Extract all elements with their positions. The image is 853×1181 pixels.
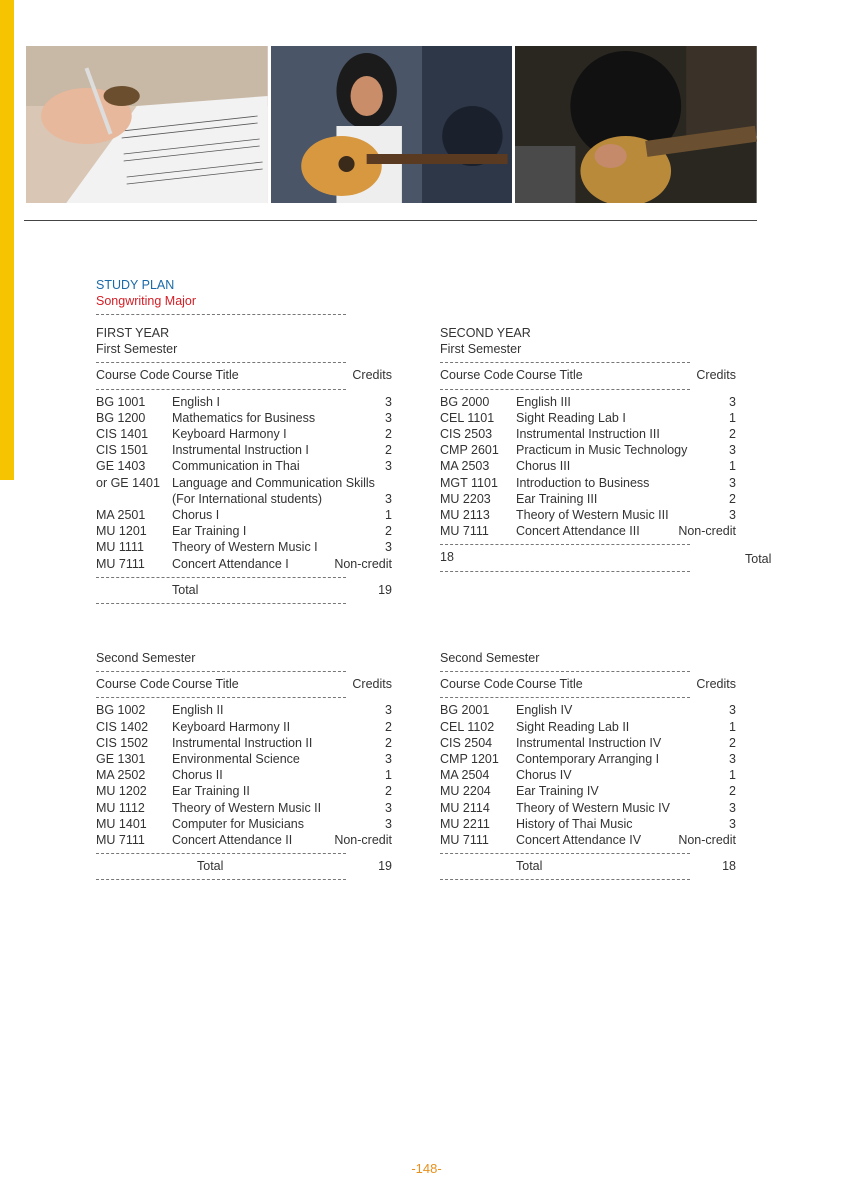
table-row: [440, 475, 736, 491]
table-row: [96, 767, 392, 783]
course-title: Sight Reading Lab II: [516, 719, 630, 734]
course-list: [96, 394, 392, 572]
course-code: MU 1111: [96, 540, 144, 555]
course-code: BG 1002: [96, 703, 146, 718]
course-code: MU 2113: [440, 508, 490, 523]
course-code: MU 1401: [96, 816, 147, 831]
course-title: Concert Attendance I: [172, 556, 289, 571]
column-headers: [440, 367, 736, 383]
table-row: [96, 751, 392, 767]
table-row: [96, 800, 392, 816]
course-credits: 2: [385, 443, 392, 458]
course-credits: 3: [385, 410, 392, 425]
course-title: Sight Reading Lab I: [516, 410, 626, 425]
second-year-first-semester: [440, 325, 736, 576]
total-row: [440, 858, 736, 874]
course-title: Keyboard Harmony II: [172, 719, 291, 734]
course-title: Theory of Western Music IV: [516, 800, 670, 815]
course-code: MU 7111: [96, 833, 145, 848]
table-row: [96, 394, 392, 410]
table-row: [440, 394, 736, 410]
divider: [440, 671, 690, 672]
course-credits: Non-credit: [678, 833, 736, 848]
header-course-title: Course Title: [516, 677, 583, 692]
course-credits: 3: [385, 540, 392, 555]
page-number: -148-: [411, 1161, 442, 1176]
course-code: MA 2503: [440, 459, 490, 474]
course-code: MU 7111: [440, 524, 489, 539]
study-plan-heading: [96, 277, 346, 319]
course-code: MU 1202: [96, 784, 147, 799]
course-code: MU 2203: [440, 491, 491, 506]
course-title: Ear Training II: [172, 784, 250, 799]
course-list: [440, 702, 736, 848]
divider: [440, 389, 690, 390]
first-year-second-semester: [96, 650, 392, 884]
header-course-code: Course Code: [96, 677, 170, 692]
table-row: [440, 491, 736, 507]
course-credits: 3: [385, 703, 392, 718]
divider: [96, 389, 346, 390]
course-list: [96, 702, 392, 848]
course-credits: [375, 475, 392, 491]
course-credits: 3: [729, 752, 736, 767]
course-credits: 1: [729, 719, 736, 734]
divider: [440, 362, 690, 363]
semester-label: Second Semester: [440, 651, 540, 665]
major-subtitle: Songwriting Major: [96, 294, 197, 308]
table-row: [440, 832, 736, 848]
total-label: Total: [172, 582, 199, 597]
course-credits: 3: [385, 800, 392, 815]
divider: [96, 362, 346, 363]
course-title: Chorus IV: [516, 768, 572, 783]
course-credits: 2: [385, 784, 392, 799]
table-row: [440, 523, 736, 539]
course-code: BG 2001: [440, 703, 490, 718]
course-credits: 3: [729, 394, 736, 409]
table-row: [96, 816, 392, 832]
course-credits: Non-credit: [334, 556, 392, 571]
header-course-code: Course Code: [440, 677, 514, 692]
course-title: Instrumental Instruction III: [516, 427, 660, 442]
course-code: CIS 2504: [440, 735, 493, 750]
course-credits: 2: [385, 719, 392, 734]
table-row: [96, 735, 392, 751]
course-credits: 2: [729, 427, 736, 442]
photo-strip: [26, 46, 757, 203]
course-credits: 1: [385, 508, 392, 523]
course-list: [440, 394, 736, 540]
header-course-title: Course Title: [172, 368, 239, 383]
divider: [440, 697, 690, 698]
course-credits: 3: [729, 443, 736, 458]
course-code: MA 2502: [96, 768, 146, 783]
course-code: CIS 1401: [96, 427, 149, 442]
course-title: Computer for Musicians: [172, 816, 304, 831]
table-row: [440, 800, 736, 816]
table-row: [440, 767, 736, 783]
course-title: Chorus II: [172, 768, 223, 783]
course-title: Language and Communication Skills: [172, 475, 375, 490]
course-title: English III: [516, 394, 571, 409]
course-title: Ear Training I: [172, 524, 247, 539]
course-code: GE 1301: [96, 752, 146, 767]
table-row: [440, 410, 736, 426]
course-title: Instrumental Instruction II: [172, 735, 313, 750]
divider: [96, 603, 346, 604]
course-credits: 2: [385, 735, 392, 750]
total-value: 19: [378, 582, 392, 597]
divider: [96, 577, 346, 578]
semester-label: Second Semester: [96, 651, 196, 665]
course-credits: 3: [729, 816, 736, 831]
total-row: [96, 858, 392, 874]
table-row: [96, 507, 392, 523]
course-code: or GE 1401: [96, 475, 160, 490]
table-row: [96, 458, 392, 474]
course-title: Chorus III: [516, 459, 571, 474]
course-credits: 3: [385, 459, 392, 474]
semester-label: First Semester: [440, 342, 522, 357]
table-row: [96, 783, 392, 799]
course-credits: Non-credit: [678, 524, 736, 539]
table-row: [96, 556, 392, 572]
course-code: MGT 1101: [440, 475, 498, 490]
course-code: MA 2504: [440, 768, 490, 783]
course-title: Theory of Western Music III: [516, 508, 669, 523]
course-credits: 2: [385, 524, 392, 539]
course-credits: 3: [729, 475, 736, 490]
course-code: [96, 491, 172, 507]
course-code: BG 1001: [96, 394, 146, 409]
total-label: Total: [745, 552, 772, 566]
course-code: BG 1200: [96, 410, 146, 425]
total-value: 18: [722, 859, 736, 874]
table-row: [96, 475, 392, 491]
course-title: English IV: [516, 703, 573, 718]
course-credits: 3: [729, 800, 736, 815]
photo-guitar-player: [271, 46, 513, 203]
course-title: Concert Attendance IV: [516, 833, 642, 848]
study-plan-title: STUDY PLAN: [96, 278, 175, 292]
course-credits: Non-credit: [334, 833, 392, 848]
course-code: MU 7111: [96, 556, 145, 571]
divider: [96, 671, 346, 672]
total-value: 19: [378, 859, 392, 874]
second-year-second-semester: [440, 650, 736, 884]
course-code: BG 2000: [440, 394, 490, 409]
course-code: GE 1403: [96, 459, 146, 474]
divider: [440, 571, 690, 572]
divider: [440, 879, 690, 880]
course-title: English II: [172, 703, 224, 718]
table-row: [440, 426, 736, 442]
course-title: Environmental Science: [172, 752, 300, 767]
header-credits: Credits: [352, 368, 392, 383]
total-label: Total: [516, 859, 543, 874]
course-code: MU 2114: [440, 800, 490, 815]
course-code: CMP 2601: [440, 443, 499, 458]
header-course-title: Course Title: [516, 368, 583, 383]
first-year-first-semester: [96, 325, 392, 608]
course-credits: 1: [729, 459, 736, 474]
course-credits: 3: [729, 508, 736, 523]
total-row: [96, 582, 392, 598]
divider: [440, 853, 690, 854]
table-row: [96, 491, 392, 507]
course-credits: 3: [385, 816, 392, 831]
course-credits: 3: [385, 752, 392, 767]
header-course-title: Course Title: [172, 677, 239, 692]
table-row: [440, 458, 736, 474]
course-title: Theory of Western Music I: [172, 540, 318, 555]
year-label: SECOND YEAR: [440, 326, 531, 340]
table-row: [96, 539, 392, 555]
course-code: CMP 1201: [440, 752, 499, 767]
course-title: Ear Training IV: [516, 784, 599, 799]
table-row: [96, 442, 392, 458]
table-row: [96, 832, 392, 848]
course-title: Contemporary Arranging I: [516, 752, 660, 767]
course-title: Keyboard Harmony I: [172, 427, 287, 442]
course-code: CEL 1101: [440, 410, 495, 425]
total-value: 18: [440, 550, 454, 565]
course-code: MU 1201: [96, 524, 147, 539]
course-title: Theory of Western Music II: [172, 800, 322, 815]
table-row: [440, 751, 736, 767]
course-credits: 2: [729, 735, 736, 750]
semester-label: First Semester: [96, 342, 178, 357]
course-code: CIS 1501: [96, 443, 149, 458]
course-credits: 2: [729, 491, 736, 506]
divider: [440, 544, 690, 545]
course-code: MU 2211: [440, 816, 490, 831]
header-credits: Credits: [696, 368, 736, 383]
table-row: [96, 426, 392, 442]
course-title: History of Thai Music: [516, 816, 633, 831]
course-code: MU 2204: [440, 784, 491, 799]
year-label: FIRST YEAR: [96, 326, 170, 340]
divider: [96, 853, 346, 854]
course-code: CEL 1102: [440, 719, 495, 734]
course-code: CIS 2503: [440, 427, 493, 442]
header-credits: Credits: [696, 677, 736, 692]
header-divider: [24, 220, 757, 221]
photo-writing-music: [26, 46, 268, 203]
table-row: [440, 442, 736, 458]
course-title: Chorus I: [172, 508, 220, 523]
course-title: (For International students): [172, 491, 323, 506]
photo-guitar-closeup: [515, 46, 757, 203]
divider: [96, 314, 346, 315]
total-label: Total: [197, 859, 224, 874]
course-title: Introduction to Business: [516, 475, 650, 490]
course-credits: 3: [385, 491, 392, 506]
header-course-code: Course Code: [96, 368, 170, 383]
course-title: Communication in Thai: [172, 459, 300, 474]
course-title: Instrumental Instruction IV: [516, 735, 662, 750]
course-title: Ear Training III: [516, 491, 598, 506]
course-credits: 1: [729, 410, 736, 425]
table-row: [440, 719, 736, 735]
header-course-code: Course Code: [440, 368, 514, 383]
course-code: CIS 1402: [96, 719, 149, 734]
table-row: [440, 783, 736, 799]
course-code: MA 2501: [96, 508, 146, 523]
table-row: [440, 735, 736, 751]
table-row: [440, 816, 736, 832]
course-credits: 1: [385, 768, 392, 783]
course-credits: 1: [729, 768, 736, 783]
table-row: [96, 410, 392, 426]
total-row: [440, 549, 736, 565]
table-row: [96, 702, 392, 718]
course-credits: 3: [385, 394, 392, 409]
course-code: MU 7111: [440, 833, 489, 848]
course-title: Mathematics for Business: [172, 410, 316, 425]
table-row: [96, 523, 392, 539]
table-row: [440, 702, 736, 718]
table-row: [440, 507, 736, 523]
column-headers: [440, 676, 736, 692]
column-headers: [96, 367, 392, 383]
course-credits: 2: [729, 784, 736, 799]
column-headers: [96, 676, 392, 692]
course-title: English I: [172, 394, 220, 409]
accent-side-bar: [0, 0, 14, 480]
divider: [96, 697, 346, 698]
course-code: MU 1112: [96, 800, 145, 815]
course-title: Practicum in Music Technology: [516, 443, 688, 458]
course-credits: 2: [385, 427, 392, 442]
course-title: Concert Attendance III: [516, 524, 640, 539]
divider: [96, 879, 346, 880]
course-credits: 3: [729, 703, 736, 718]
course-code: CIS 1502: [96, 735, 149, 750]
course-title: Instrumental Instruction I: [172, 443, 309, 458]
header-credits: Credits: [352, 677, 392, 692]
course-title: Concert Attendance II: [172, 833, 293, 848]
table-row: [96, 719, 392, 735]
